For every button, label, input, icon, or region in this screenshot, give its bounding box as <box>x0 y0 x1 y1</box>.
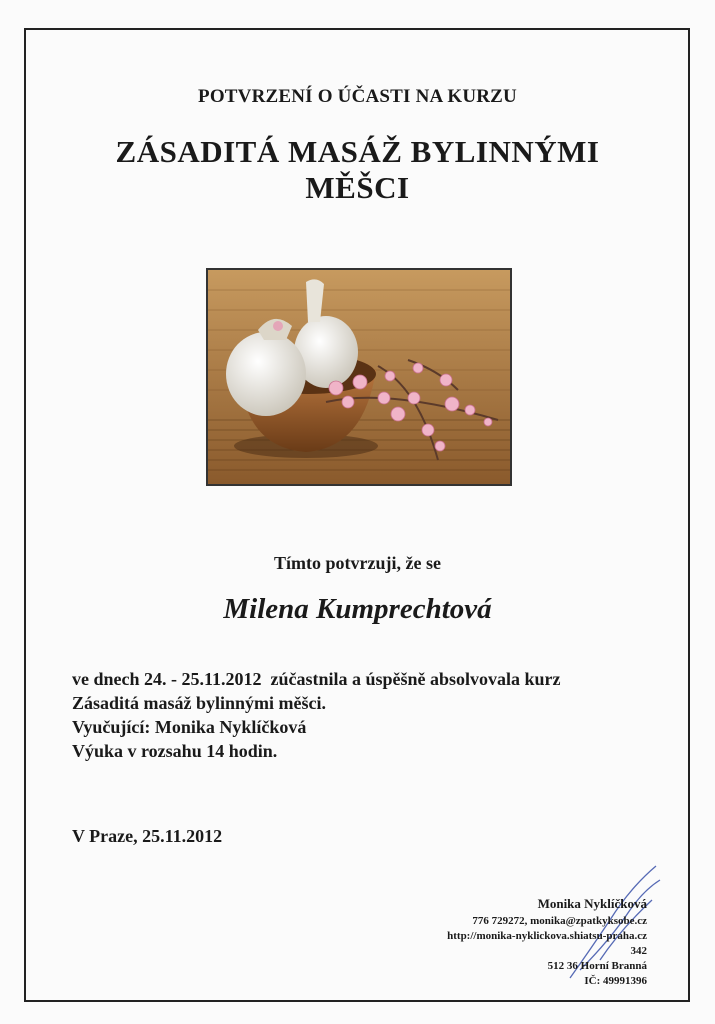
signature-contact: 776 729272, monika@zpatkyksobe.cz <box>472 915 647 927</box>
confirmation-line-2: Zásaditá masáž bylinnými měšci. <box>72 693 327 713</box>
confirmation-intro: Tímto potvrzuji, že se <box>274 553 441 573</box>
confirmation-line-1: ve dnech 24. - 25.11.2012 zúčastnila a úspěšně absolvovala kurz <box>72 669 561 689</box>
course-title-line-2: MĚŠCI <box>305 170 410 205</box>
confirmation-line-4: Výuka v rozsahu 14 hodin. <box>72 741 278 761</box>
confirmation-line-3: Vyučující: Monika Nyklíčková <box>72 717 307 737</box>
participant-name: Milena Kumprechtová <box>223 593 492 625</box>
course-title <box>0 134 715 206</box>
place-and-date: V Praze, 25.11.2012 <box>72 826 223 846</box>
certificate-subtitle: POTVRZENÍ O ÚČASTI NA KURZU <box>198 86 517 107</box>
signature-city: 512 36 Horní Branná <box>547 960 647 972</box>
signature-stamp <box>447 896 647 989</box>
signature-web: http://monika-nyklickova.shiatsu-praha.cz <box>447 930 647 942</box>
signature-street: 342 <box>630 945 647 957</box>
confirmation-body <box>72 667 561 763</box>
signature-name: Monika Nyklíčková <box>537 896 647 911</box>
course-title-line-1: ZÁSADITÁ MASÁŽ BYLINNÝMI <box>115 134 600 169</box>
herbal-compress-photo <box>206 268 512 486</box>
signature-ico: IČ: 49991396 <box>584 975 647 987</box>
